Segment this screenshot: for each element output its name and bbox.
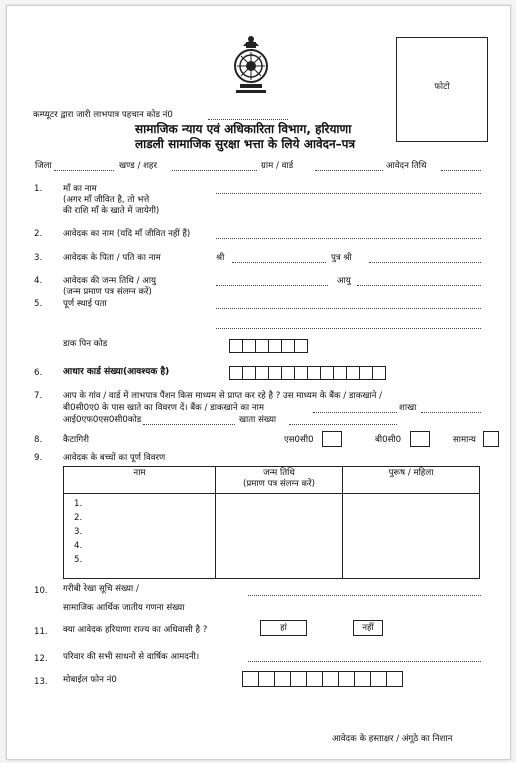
- department-title: सामाजिक न्याय एवं अधिकारिता विभाग, हरियाणा: [135, 122, 352, 136]
- mobile-number-label: मोबाईल फोन नं0: [63, 675, 117, 685]
- dob-field[interactable]: [216, 285, 328, 286]
- secc-number-label: सामाजिक आर्थिक जातीय गणना संख्या: [63, 603, 185, 613]
- branch-label: शाखा: [399, 403, 417, 413]
- son-of-label: पुत्र श्री: [331, 253, 352, 263]
- district-label: जिला: [35, 161, 52, 171]
- village-ward-field[interactable]: [315, 170, 383, 171]
- address-field-line-1[interactable]: [216, 308, 481, 309]
- col-dob-header: [216, 467, 343, 494]
- child-row-4: 4.: [74, 541, 83, 551]
- q11-number: 11.: [34, 627, 48, 637]
- computer-code-label: कम्प्यूटर द्वारा जारी लाभपात्र पहचान कोड नं0: [33, 110, 173, 120]
- age-field[interactable]: [357, 285, 481, 286]
- address-label: पूर्ण स्थाई पता: [63, 299, 107, 309]
- category-bc-label: बी0सी0: [375, 435, 402, 445]
- applicant-signature-label: आवेदक के हस्ताक्षर / अंगूठे का निशान: [332, 734, 453, 744]
- father-name-field[interactable]: [232, 262, 326, 263]
- bank-name-field[interactable]: [313, 412, 397, 413]
- category-label: कैटागिरी: [63, 435, 89, 445]
- father-husband-label: आवेदक के पिता / पति का नाम: [63, 253, 161, 263]
- pin-code-label: डाक पिन कोड: [63, 339, 108, 349]
- age-label: आयु: [337, 276, 351, 286]
- dob-note: (जन्म प्रमाण पत्र संलग्न करें): [63, 287, 152, 297]
- bpl-number-field[interactable]: [248, 595, 481, 596]
- annual-income-field[interactable]: [248, 661, 481, 662]
- account-number-field[interactable]: [289, 424, 397, 425]
- q8-number: 8.: [34, 435, 43, 445]
- block-city-field[interactable]: [172, 170, 257, 171]
- col-gender-header: पुरूष / महिला: [343, 467, 480, 494]
- district-field[interactable]: [54, 170, 114, 171]
- children-gender-cell[interactable]: [343, 494, 480, 579]
- col-dob-note: (प्रमाण पत्र संलग्न करें): [243, 479, 315, 489]
- aadhaar-label: आधार कार्ड संख्या(आवश्यक है): [63, 367, 170, 377]
- category-sc-checkbox[interactable]: [322, 431, 342, 447]
- branch-field[interactable]: [421, 412, 481, 413]
- annual-income-label: परिवार की सभी साधनों से वार्षिक आमदनी।: [63, 652, 200, 662]
- child-row-2: 2.: [74, 513, 83, 523]
- form-title: लाडली सामाजिक सुरक्षा भत्ता के लिये आवेदन–पत्र: [135, 137, 356, 151]
- q13-number: 13.: [34, 677, 48, 687]
- q1-number: 1.: [34, 184, 43, 194]
- domicile-question-label: क्या आवेदक हरियाणा राज्य का अधिवासी है ?: [63, 625, 208, 635]
- shri-label: श्री: [216, 253, 225, 263]
- application-date-field[interactable]: [441, 170, 481, 171]
- account-number-label: खाता संख्या: [239, 415, 277, 425]
- dob-age-label: आवेदक की जन्म तिथि / आयु: [63, 276, 156, 286]
- child-row-5: 5.: [74, 555, 83, 565]
- q9-number: 9.: [34, 453, 43, 463]
- children-details-table: [63, 466, 480, 579]
- category-sc-label: एस0सी0: [284, 435, 314, 445]
- aadhaar-boxes[interactable]: [229, 366, 385, 380]
- q6-number: 6.: [34, 368, 43, 378]
- mother-name-label: माँ का नाम: [63, 184, 97, 194]
- bpl-number-label: गरीबी रेखा सूचि संख्या /: [63, 584, 139, 594]
- q3-number: 3.: [34, 253, 43, 263]
- block-city-label: खण्ड / शहर: [119, 161, 157, 171]
- category-general-label: सामान्य: [453, 435, 476, 445]
- mother-note-2: की राशि माँ के खाते में जायेगी): [63, 206, 160, 216]
- domicile-no-box[interactable]: नहीं: [353, 620, 383, 636]
- q5-number: 5.: [34, 299, 43, 309]
- applicant-name-field[interactable]: [216, 238, 481, 239]
- pension-medium-line-1: आप के गांव / वार्ड में लाभपात्र पैंशन किस माध्यम से प्राप्त कर रहे है ? उस माध्यम के बैंक / डाकखाने /: [63, 391, 383, 401]
- q10-number: 10.: [34, 586, 48, 596]
- domicile-yes-box[interactable]: हां: [260, 620, 307, 636]
- q7-number: 7.: [34, 391, 43, 401]
- ifsc-field[interactable]: [143, 424, 235, 425]
- q12-number: 12.: [34, 654, 48, 664]
- col-name-header: नाम: [64, 467, 216, 494]
- mobile-number-boxes[interactable]: [242, 671, 402, 687]
- photo-label: फोटो: [434, 82, 450, 92]
- address-field-line-2[interactable]: [216, 328, 481, 329]
- grandfather-name-field[interactable]: [369, 262, 481, 263]
- application-form-page: [6, 5, 511, 760]
- pension-medium-line-2: बी0सी0ए0 के पास खाते का विवरण दें। बैंक / डाकखाने का नाम: [63, 403, 265, 413]
- mother-name-field[interactable]: [216, 193, 481, 194]
- photo-box[interactable]: [396, 37, 488, 142]
- children-dob-cell[interactable]: [216, 494, 343, 579]
- ifsc-label: आई0एफ0एस0सी0कोड: [63, 415, 142, 425]
- child-row-1: 1.: [74, 499, 83, 509]
- children-names-cell[interactable]: [64, 494, 216, 579]
- application-date-label: आवेदन तिथि: [386, 161, 427, 171]
- applicant-name-label: आवेदक का नाम (यदि माँ जीवित नहीं हैं): [63, 229, 191, 239]
- col-dob-title: जन्म तिथि: [263, 468, 295, 478]
- children-details-label: आवेदक के बच्चों का पूर्ण विवरण: [63, 453, 166, 463]
- category-bc-checkbox[interactable]: [410, 431, 430, 447]
- pin-code-boxes[interactable]: [229, 339, 307, 353]
- q4-number: 4.: [34, 276, 43, 286]
- child-row-3: 3.: [74, 527, 83, 537]
- village-ward-label: ग्राम / वार्ड: [261, 161, 294, 171]
- mother-note-1: (अगर माँ जीवित है, तो भत्ते: [63, 195, 150, 205]
- category-general-checkbox[interactable]: [483, 431, 499, 447]
- haryana-emblem-icon: [230, 32, 272, 96]
- q2-number: 2.: [34, 229, 43, 239]
